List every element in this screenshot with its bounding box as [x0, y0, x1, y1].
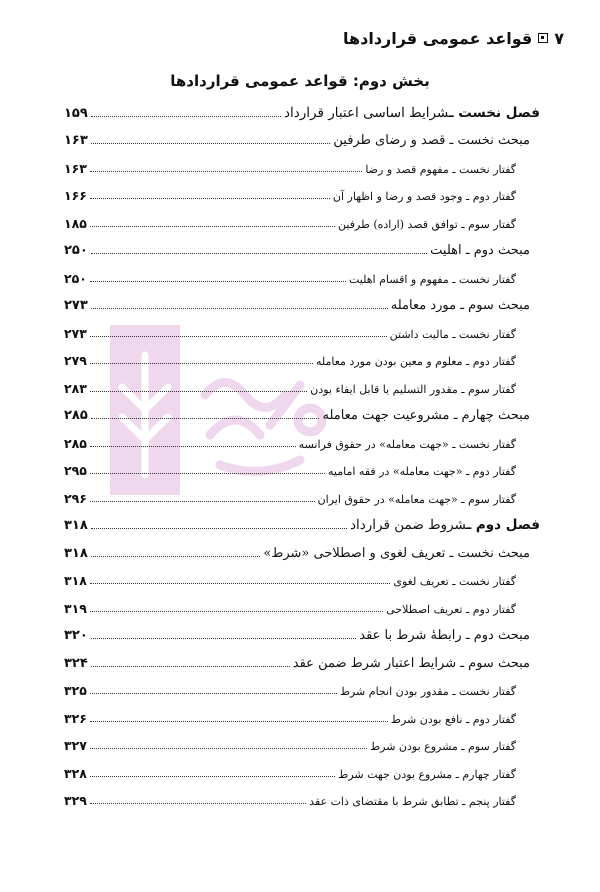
toc-entry-text: مبحث چهارم ـ مشروعیت جهت معامله: [322, 408, 530, 423]
toc-entry-page: ۳۲۹: [64, 793, 87, 808]
toc-entry-page: ۲۵۰: [64, 270, 87, 286]
toc-entry-page: ۱۶۳: [64, 160, 87, 176]
dot-leader: [90, 226, 335, 227]
toc-entry-text: گفتار دوم ـ «جهت معامله» در فقه امامیه: [328, 465, 516, 478]
toc-entry-page: ۱۸۵: [64, 215, 87, 231]
toc-entry-page: ۲۸۳: [64, 380, 87, 396]
dot-leader: [90, 776, 335, 777]
toc-entry: [64, 316, 540, 344]
toc-entry-title: [430, 243, 530, 258]
toc-entry-text: گفتار نخست ـ تعریف لغوی: [393, 575, 516, 588]
toc-entry-text: گفتار چهارم ـ مشروع بودن جهت شرط: [338, 767, 516, 781]
toc-entry-page: ۲۹۵: [64, 463, 87, 478]
toc-entry-title: [310, 383, 516, 396]
toc-entry-title: [293, 656, 530, 671]
toc-entry-text: شرایط اساسی اعتبار قرارداد: [283, 104, 449, 121]
toc-entry-title: [349, 273, 516, 286]
toc-entry-text: گفتار سوم ـ «جهت معامله» در حقوق ایران: [317, 492, 516, 506]
toc-entry: [64, 729, 540, 757]
dot-leader: [90, 473, 325, 474]
toc-entry-title: [333, 190, 516, 203]
toc-entry-title: [391, 298, 530, 313]
toc-entry-text: گفتار پنجم ـ تطابق شرط با مقتضای ذات عقد: [309, 795, 516, 808]
toc-entry: [64, 124, 540, 152]
toc-entry-title: [333, 133, 530, 148]
toc-entry-page: ۱۶۶: [64, 188, 87, 203]
dot-leader: [90, 336, 387, 337]
toc-entry-text: گفتار دوم ـ وجود قصد و رضا و اظهار آن: [332, 190, 516, 203]
square-bullet-icon: [538, 33, 548, 43]
toc-entry-page: ۲۸۵: [64, 435, 87, 451]
toc-entry-text: مبحث سوم ـ شرایط اعتبار شرط ضمن عقد: [292, 655, 530, 671]
toc-entry: [64, 261, 540, 289]
toc-entry: [64, 619, 540, 647]
toc-entry-text: گفتار دوم ـ تعریف اصطلاحی: [386, 602, 516, 616]
toc-entry-text: گفتار نخست ـ مفهوم قصد و رضا: [365, 162, 516, 176]
toc-entry-title: [338, 768, 516, 781]
toc-entry-title: [328, 465, 516, 478]
toc-entry-text: شروط ضمن قرارداد: [350, 517, 467, 533]
toc-entry-title: [386, 603, 516, 616]
toc-entry-page: ۱۵۹: [64, 105, 88, 121]
toc-entry: [64, 344, 540, 372]
toc-entry-page: ۳۲۷: [64, 738, 87, 753]
toc-entry-text: مبحث نخست ـ قصد و رضای طرفین: [333, 133, 530, 148]
toc-entry: [64, 591, 540, 619]
toc-entry-title: [365, 163, 516, 176]
toc-entry-page: ۳۱۸: [64, 573, 87, 588]
toc-entry-title: [299, 438, 516, 451]
dot-leader: [90, 803, 306, 804]
toc-entry-text: گفتار دوم ـ معلوم و معین بودن مورد معامله: [315, 355, 516, 368]
dot-leader: [91, 528, 347, 529]
toc-entry: [64, 234, 540, 262]
toc-entry-page: ۳۲۵: [64, 683, 87, 698]
toc-entry-title: [390, 328, 516, 341]
dot-leader: [91, 143, 331, 144]
running-title: قواعد عمومی قراردادها: [343, 28, 533, 48]
toc-entry: [64, 674, 540, 702]
toc-entry: [64, 784, 540, 812]
toc-entry-text: مبحث سوم ـ مورد معامله: [390, 298, 530, 313]
toc-entry-text: گفتار سوم ـ توافق قصد (اراده) طرفین: [338, 217, 516, 231]
dot-leader: [90, 748, 367, 749]
toc-entry: [64, 756, 540, 784]
toc-entry-title: [391, 713, 516, 726]
toc-entry-title: [338, 218, 516, 231]
toc-entry-title: [340, 685, 516, 698]
toc-entry-text: مبحث دوم ـ اهلیت: [430, 243, 530, 258]
dot-leader: [91, 418, 320, 419]
toc-entry: [64, 536, 540, 564]
dot-leader: [90, 391, 307, 392]
toc-entry-text: گفتار نخست ـ مفهوم و اقسام اهلیت: [348, 272, 516, 286]
dot-leader: [90, 721, 388, 722]
toc-entry-chapter-label: فصل نخست ـ: [448, 104, 540, 121]
toc-entry-title: [284, 105, 540, 121]
toc-entry-page: ۲۷۹: [64, 353, 87, 368]
dot-leader: [90, 501, 315, 502]
dot-leader: [90, 693, 337, 694]
toc-entry: [64, 179, 540, 207]
toc-entry-title: [263, 546, 530, 561]
toc-entry: [64, 96, 540, 124]
toc-entry-page: ۲۵۰: [64, 243, 88, 258]
toc-entry-page: ۲۷۳: [64, 298, 88, 313]
dot-leader: [91, 638, 356, 639]
toc-entry-title: [316, 355, 516, 368]
toc-entry-page: ۳۲۰: [64, 628, 88, 643]
toc-entry-text: گفتار نخست ـ مقدور بودن انجام شرط: [339, 685, 516, 698]
dot-leader: [90, 363, 313, 364]
section-title: بخش دوم: قواعد عمومی قراردادها: [170, 72, 430, 90]
toc-entry-page: ۲۹۶: [64, 490, 87, 506]
toc-entry-title: [370, 740, 516, 753]
toc-entry: [64, 399, 540, 427]
dot-leader: [91, 253, 427, 254]
page-number: ۷: [554, 28, 564, 48]
dot-leader: [90, 446, 296, 447]
toc-entry: [64, 646, 540, 674]
toc-entry-text: مبحث دوم ـ رابطهٔ شرط با عقد: [359, 628, 530, 643]
toc-entry: [64, 564, 540, 592]
toc-entry-text: گفتار سوم ـ مقدور التسلیم یا قابل ایفاء بودن: [310, 382, 516, 396]
toc-entry-text: گفتار دوم ـ نافع بودن شرط: [390, 712, 516, 726]
toc-entry: [64, 701, 540, 729]
toc-entry-page: ۳۲۶: [64, 710, 87, 726]
toc-entry-title: [322, 408, 530, 423]
toc-entry-text: گفتار نخست ـ «جهت معامله» در حقوق فرانسه: [298, 437, 516, 451]
dot-leader: [90, 171, 362, 172]
toc-entry-title: [359, 628, 530, 643]
toc-entry-text: گفتار نخست ـ مالیت داشتن: [389, 327, 516, 341]
toc-entry-page: ۲۷۳: [64, 325, 87, 341]
toc-entry-page: ۳۲۸: [64, 765, 87, 781]
dot-leader: [90, 611, 383, 612]
toc-entry-title: [350, 517, 540, 533]
toc-entry-page: ۱۶۳: [64, 133, 88, 148]
toc-entry-text: گفتار سوم ـ مشروع بودن شرط: [369, 740, 516, 753]
page-header: [40, 26, 564, 50]
dot-leader: [90, 198, 330, 199]
toc-entry: [64, 454, 540, 482]
toc-entry-page: ۳۲۴: [64, 655, 88, 671]
dot-leader: [90, 281, 346, 282]
toc-entry-page: ۲۸۵: [64, 408, 88, 423]
toc-entry: [64, 151, 540, 179]
dot-leader: [91, 556, 261, 557]
toc-entry: [64, 206, 540, 234]
toc-entry-title: [318, 493, 516, 506]
toc-entry-page: ۳۱۸: [64, 545, 88, 561]
toc-entry-text: مبحث نخست ـ تعریف لغوی و اصطلاحی «شرط»: [263, 545, 530, 561]
dot-leader: [91, 666, 290, 667]
toc-entry-page: ۳۱۹: [64, 600, 87, 616]
dot-leader: [90, 583, 391, 584]
toc-entry-title: [309, 795, 516, 808]
toc-entry-page: ۳۱۸: [64, 518, 88, 533]
toc-entry-title: [393, 575, 516, 588]
dot-leader: [91, 308, 388, 309]
toc-entry: [64, 289, 540, 317]
dot-leader: [91, 116, 281, 117]
toc-entry: [64, 481, 540, 509]
toc-entry: [64, 426, 540, 454]
table-of-contents: [64, 96, 540, 811]
toc-entry: [64, 509, 540, 537]
toc-entry-chapter-label: فصل دوم ـ: [466, 517, 540, 533]
toc-entry: [64, 371, 540, 399]
